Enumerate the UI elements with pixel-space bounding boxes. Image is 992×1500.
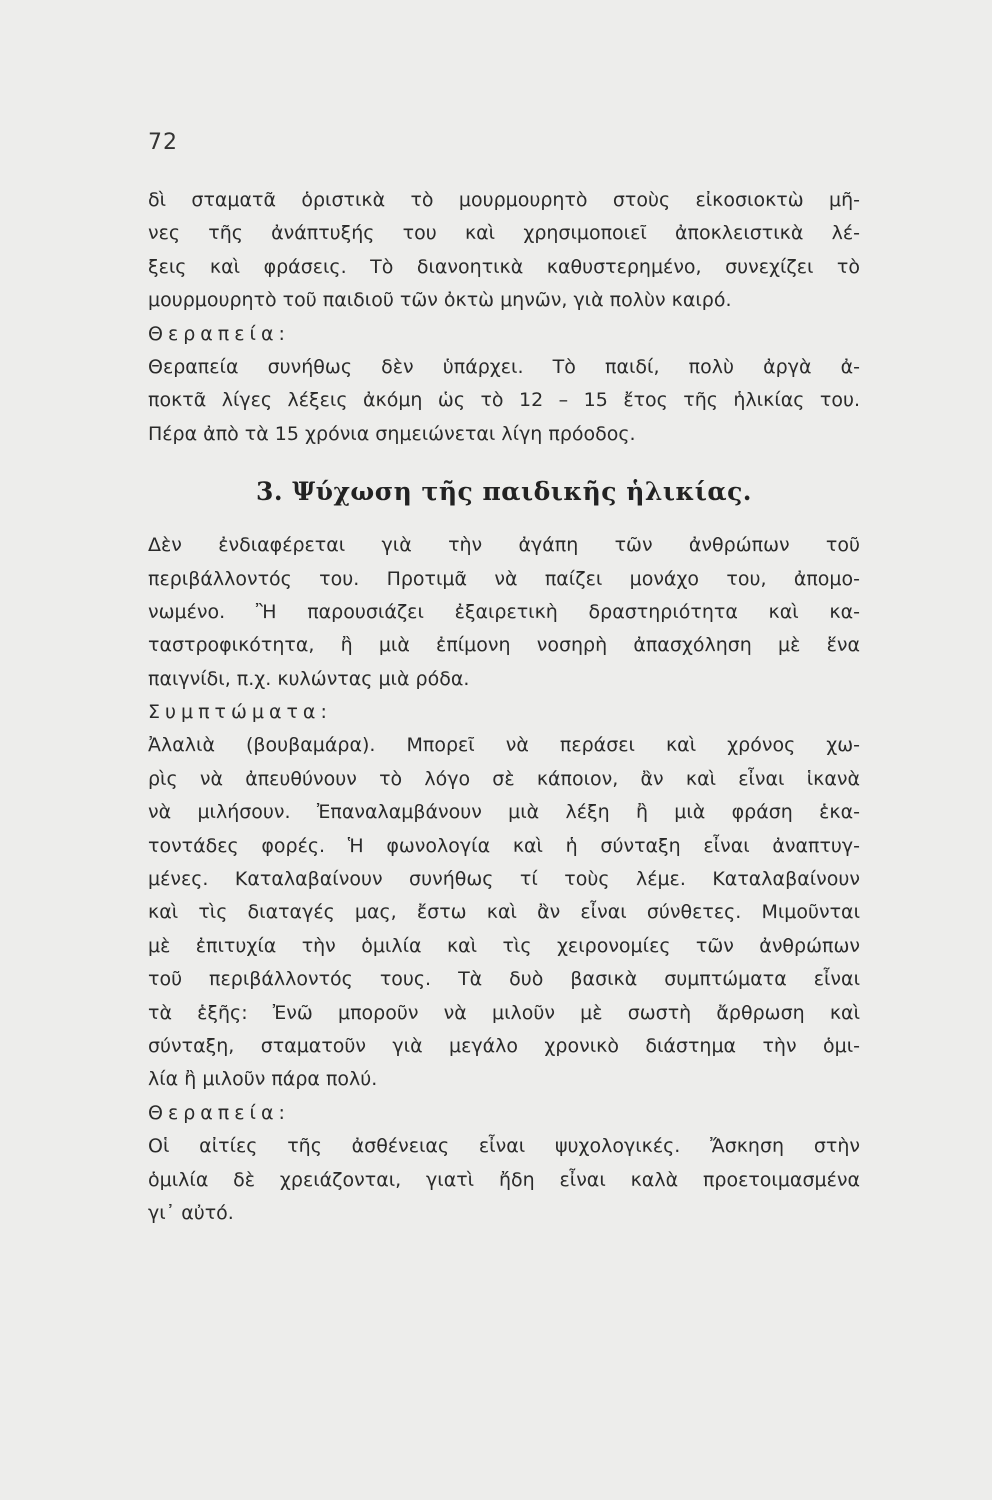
- text-line: Οἱ αἰτίες τῆς ἀσθένειας εἶναι ψυχολογικές. Ἄσκηση στὴν: [148, 1135, 860, 1158]
- text-line: μὲ ἐπιτυχία τὴν ὁμιλία καὶ τὶς χειρονομίες τῶν ἀνθρώπων: [148, 934, 860, 957]
- symptoms-paragraph: [148, 729, 860, 1096]
- text-line: Πέρα ἀπὸ τὰ 15 χρόνια σημειώνεται λίγη πρόοδος.: [148, 422, 636, 445]
- text-line: ρὶς νὰ ἀπευθύνουν τὸ λόγο σὲ κάποιον, ἂν καὶ εἶναι ἱκανὰ: [148, 767, 860, 790]
- therapy-label: Θεραπεία:: [148, 1101, 290, 1124]
- text-line: τοῦ περιβάλλοντός τους. Τὰ δυὸ βασικὰ συμπτώματα εἶναι: [148, 968, 860, 991]
- text-line: περιβάλλοντός του. Προτιμᾶ νὰ παίζει μονάχο του, ἀπομο-: [148, 567, 860, 590]
- text-line: τοντάδες φορές. Ἡ φωνολογία καὶ ἡ σύνταξη εἶναι ἀναπτυγ-: [148, 834, 860, 857]
- text-line: ὁμιλία δὲ χρειάζονται, γιατὶ ἤδη εἶναι καλὰ προετοιμασμένα: [148, 1168, 860, 1191]
- paragraph-2: [148, 529, 860, 696]
- symptoms-label: Συμπτώματα:: [148, 701, 332, 724]
- text-line: ξεις καὶ φράσεις. Τὸ διανοητικὰ καθυστερημένο, συνεχίζει τὸ: [148, 255, 860, 278]
- text-line: ποκτᾶ λίγες λέξεις ἀκόμη ὡς τὸ 12 – 15 ἔτος τῆς ἡλικίας του.: [148, 389, 860, 412]
- text-line: Ἀλαλιὰ (βουβαμάρα). Μπορεῖ νὰ περάσει καὶ χρόνος χω-: [148, 734, 860, 757]
- text-line: λία ἢ μιλοῦν πάρα πολύ.: [148, 1068, 378, 1091]
- therapy-paragraph: [148, 1130, 860, 1230]
- text-line: παιγνίδι, π.χ. κυλώντας μιὰ ρόδα.: [148, 667, 470, 690]
- text-line: ταστροφικότητα, ἢ μιὰ ἐπίμονη νοσηρὴ ἀπασχόληση μὲ ἕνα: [148, 634, 860, 657]
- text-line: Θεραπεία συνήθως δὲν ὑπάρχει. Τὸ παιδί, πολὺ ἀργὰ ἀ-: [148, 355, 860, 378]
- text-line: σύνταξη, σταματοῦν γιὰ μεγάλο χρονικὸ διάστημα τὴν ὁμι-: [148, 1034, 860, 1057]
- body-text: [148, 184, 860, 1230]
- text-line: νὰ μιλήσουν. Ἐπαναλαμβάνουν μιὰ λέξη ἢ μιὰ φράση ἑκα-: [148, 801, 860, 824]
- text-line: καὶ τὶς διαταγές μας, ἔστω καὶ ἂν εἶναι σύνθετες. Μιμοῦνται: [148, 901, 860, 924]
- page-number: 72: [148, 130, 178, 155]
- text-line: νες τῆς ἀνάπτυξής του καὶ χρησιμοποιεῖ ἀποκλειστικὰ λέ-: [148, 222, 860, 245]
- therapy-label: Θεραπεία:: [148, 322, 290, 345]
- paragraph-1: [148, 184, 860, 318]
- text-line: δὶ σταματᾶ ὁριστικὰ τὸ μουρμουρητὸ στοὺς εἰκοσιοκτὼ μῆ-: [148, 189, 860, 211]
- text-line: μουρμουρητὸ τοῦ παιδιοῦ τῶν ὀκτὼ μηνῶν, γιὰ πολὺν καιρό.: [148, 289, 732, 312]
- text-line: τὰ ἑξῆς: Ἐνῶ μποροῦν νὰ μιλοῦν μὲ σωστὴ ἄρθρωση καὶ: [148, 1001, 860, 1024]
- text-line: Δὲν ἐνδιαφέρεται γιὰ τὴν ἀγάπη τῶν ἀνθρώπων τοῦ: [148, 534, 860, 557]
- text-line: γι᾽ αὐτό.: [148, 1201, 234, 1224]
- text-line: νωμένο. Ἢ παρουσιάζει ἐξαιρετικὴ δραστηριότητα καὶ κα-: [148, 600, 860, 623]
- section-heading: 3. Ψύχωση τῆς παιδικῆς ἡλικίας.: [255, 477, 752, 507]
- therapy-paragraph: [148, 351, 860, 451]
- text-line: μένες. Καταλαβαίνουν συνήθως τί τοὺς λέμε. Καταλαβαίνουν: [148, 868, 860, 891]
